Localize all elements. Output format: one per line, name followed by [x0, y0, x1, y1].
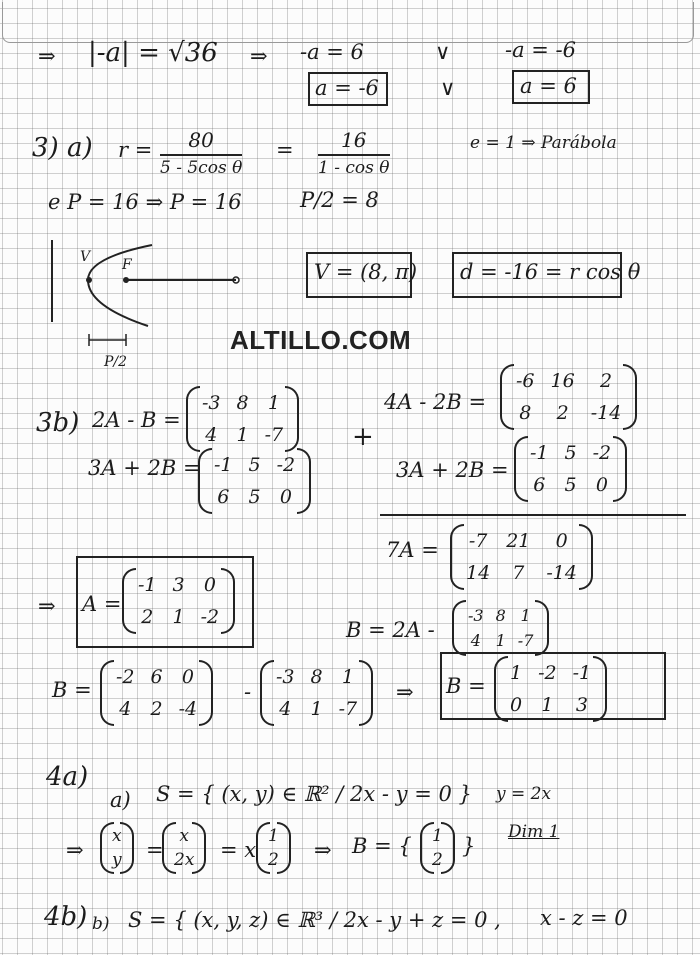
matrix — [450, 524, 593, 590]
exercise-label: 4b) — [44, 902, 88, 932]
matrix-entry: 2 — [432, 850, 443, 870]
matrix-entry: 3 — [575, 694, 588, 716]
matrix-entry: -14 — [590, 402, 622, 424]
matrix — [198, 448, 311, 514]
column-vector — [162, 822, 206, 874]
matrix-entry: -7 — [517, 631, 534, 650]
equation: -a = 6 — [300, 40, 364, 64]
parabola-sketch — [40, 230, 250, 380]
matrix-entry: -2 — [116, 666, 135, 688]
matrix-entry: 1 — [172, 606, 185, 628]
equation-lhs: A = — [82, 592, 122, 616]
matrix-entry: -3 — [276, 666, 295, 688]
matrix-entry: 8 — [495, 606, 506, 625]
matrix — [100, 660, 213, 726]
exercise-label: 3b) — [36, 408, 80, 438]
equation: P/2 = 8 — [300, 188, 379, 212]
numerator: 80 — [160, 128, 242, 156]
result-value: a = 6 — [520, 74, 577, 98]
page-tab-edge — [2, 2, 694, 43]
matrix — [452, 600, 549, 656]
or-symbol: ∨ — [435, 40, 451, 64]
matrix-entry: 1 — [495, 631, 506, 650]
matrix-entry: x — [179, 826, 189, 846]
watermark: ALTILLO.COM — [230, 325, 412, 355]
implies-arrow: ⇒ — [396, 680, 414, 704]
denominator: 1 - cos θ — [318, 158, 390, 178]
matrix — [260, 660, 373, 726]
matrix-entry: 1 — [310, 698, 323, 720]
matrix-entry: -2 — [276, 454, 296, 476]
matrix-entry: 4 — [119, 698, 132, 720]
vertex-label: V — [80, 249, 91, 265]
matrix-entry: 4 — [205, 424, 218, 446]
equation: x - z = 0 — [540, 906, 628, 930]
matrix-entry: -1 — [138, 574, 157, 596]
equation-lhs: 7A = — [386, 538, 439, 562]
directrix-result: d = -16 = r cos θ — [460, 260, 641, 284]
matrix-entry: -3 — [202, 392, 221, 414]
equals-sign: = — [146, 838, 164, 862]
matrix-entry: 2 — [268, 850, 279, 870]
sum-line — [380, 514, 686, 516]
result-value: a = -6 — [315, 76, 379, 100]
equals-sign: = — [276, 138, 294, 162]
matrix-entry: 3 — [172, 574, 185, 596]
matrix-entry: 2 — [556, 402, 569, 424]
scalar-times: = x — [220, 838, 257, 862]
matrix-entry: 0 — [203, 574, 216, 596]
matrix-entry: -1 — [530, 442, 549, 464]
equation-lhs: r = — [118, 138, 153, 162]
matrix-entry: 0 — [510, 694, 523, 716]
matrix-entry: 5 — [248, 454, 261, 476]
implies-arrow: ⇒ — [66, 838, 84, 862]
equation-lhs: B = 2A - — [346, 618, 435, 642]
set-definition: S = { (x, y) ∈ ℝ² / 2x - y = 0 } — [156, 782, 472, 806]
plus-sign: + — [352, 422, 374, 452]
matrix-entry: 8 — [310, 666, 323, 688]
note: e = 1 ⇒ Parábola — [470, 133, 617, 153]
equation-lhs: 4A - 2B = — [384, 390, 487, 414]
vertex-result: V = (8, π) — [314, 260, 418, 284]
sub-label: b) — [92, 914, 110, 934]
matrix-entry: -4 — [178, 698, 198, 720]
dimension: Dim 1 — [508, 822, 560, 842]
matrix-entry: 1 — [520, 606, 531, 625]
abs-equation: |-a| = √36 — [88, 38, 218, 68]
column-vector — [100, 822, 134, 874]
focus-label: F — [122, 257, 132, 273]
matrix-entry: 5 — [248, 486, 261, 508]
matrix-entry: -1 — [214, 454, 233, 476]
sub-label: a) — [110, 788, 131, 812]
matrix-entry: 1 — [267, 392, 280, 414]
matrix-entry: 1 — [341, 666, 354, 688]
equation-lhs: B = — [52, 678, 92, 702]
matrix-entry: 0 — [279, 486, 292, 508]
column-vector — [256, 822, 291, 874]
matrix-entry: 21 — [506, 530, 531, 552]
relation: y = 2x — [496, 784, 552, 804]
matrix-entry: 1 — [236, 424, 249, 446]
matrix-entry: x — [112, 826, 122, 846]
matrix-entry: 1 — [541, 694, 554, 716]
implies-arrow: ⇒ — [38, 594, 56, 618]
matrix-entry: 4 — [470, 631, 481, 650]
matrix-entry: 5 — [564, 442, 577, 464]
matrix — [514, 436, 627, 502]
implies-arrow: ⇒ — [38, 44, 56, 68]
column-vector — [420, 822, 455, 874]
matrix-entry: 0 — [181, 666, 194, 688]
basis-label: B = { — [352, 834, 412, 858]
matrix-entry: 8 — [519, 402, 532, 424]
denominator: 5 - 5cos θ — [160, 158, 243, 178]
numerator: 16 — [318, 128, 390, 156]
fraction — [160, 128, 242, 178]
brace: } — [462, 834, 476, 858]
matrix-entry: 8 — [236, 392, 249, 414]
equation: e P = 16 ⇒ P = 16 — [48, 190, 242, 214]
fraction — [318, 128, 390, 178]
matrix-entry: 16 — [550, 370, 575, 392]
matrix-entry: -7 — [468, 530, 488, 552]
equation-lhs: 3A + 2B = — [396, 458, 509, 482]
matrix-entry: -7 — [338, 698, 358, 720]
matrix-entry: -2 — [592, 442, 612, 464]
matrix — [494, 656, 607, 722]
matrix-entry: 5 — [564, 474, 577, 496]
matrix-entry: -6 — [516, 370, 535, 392]
matrix-entry: -14 — [546, 562, 577, 584]
matrix-entry: 2x — [174, 850, 195, 870]
matrix-entry: 1 — [268, 826, 279, 846]
matrix-entry: 2 — [599, 370, 613, 392]
matrix-entry: 4 — [279, 698, 292, 720]
exercise-label: 4a) — [46, 762, 89, 792]
matrix-entry: 1 — [432, 826, 443, 846]
matrix-entry: 1 — [510, 662, 523, 684]
implies-arrow: ⇒ — [250, 44, 268, 68]
matrix-entry: -1 — [572, 662, 592, 684]
matrix-entry: 0 — [555, 530, 568, 552]
matrix-entry: 6 — [533, 474, 546, 496]
matrix-entry: 7 — [512, 562, 525, 584]
set-definition: S = { (x, y, z) ∈ ℝ³ / 2x - y + z = 0 , — [128, 908, 501, 932]
exercise-label: 3) a) — [32, 133, 93, 163]
minus-sign: - — [244, 680, 252, 704]
matrix — [186, 386, 299, 452]
equation-lhs: 3A + 2B = — [88, 456, 201, 480]
implies-arrow: ⇒ — [314, 838, 332, 862]
equation-lhs: 2A - B = — [92, 408, 181, 432]
distance-label: P/2 — [104, 354, 128, 370]
matrix-entry: 2 — [141, 606, 154, 628]
matrix — [500, 364, 637, 430]
matrix-entry: 14 — [466, 562, 491, 584]
matrix-entry: y — [112, 850, 122, 870]
matrix-entry: 0 — [595, 474, 608, 496]
matrix-entry: 6 — [150, 666, 163, 688]
matrix-entry: -3 — [468, 606, 484, 625]
matrix-entry: -7 — [264, 424, 284, 446]
matrix-entry: -2 — [538, 662, 557, 684]
matrix-entry: -2 — [200, 606, 220, 628]
equation-lhs: B = — [446, 674, 486, 698]
matrix — [122, 568, 235, 634]
or-symbol: ∨ — [440, 76, 456, 100]
equation: -a = -6 — [505, 38, 577, 62]
matrix-entry: 6 — [217, 486, 230, 508]
matrix-entry: 2 — [150, 698, 163, 720]
